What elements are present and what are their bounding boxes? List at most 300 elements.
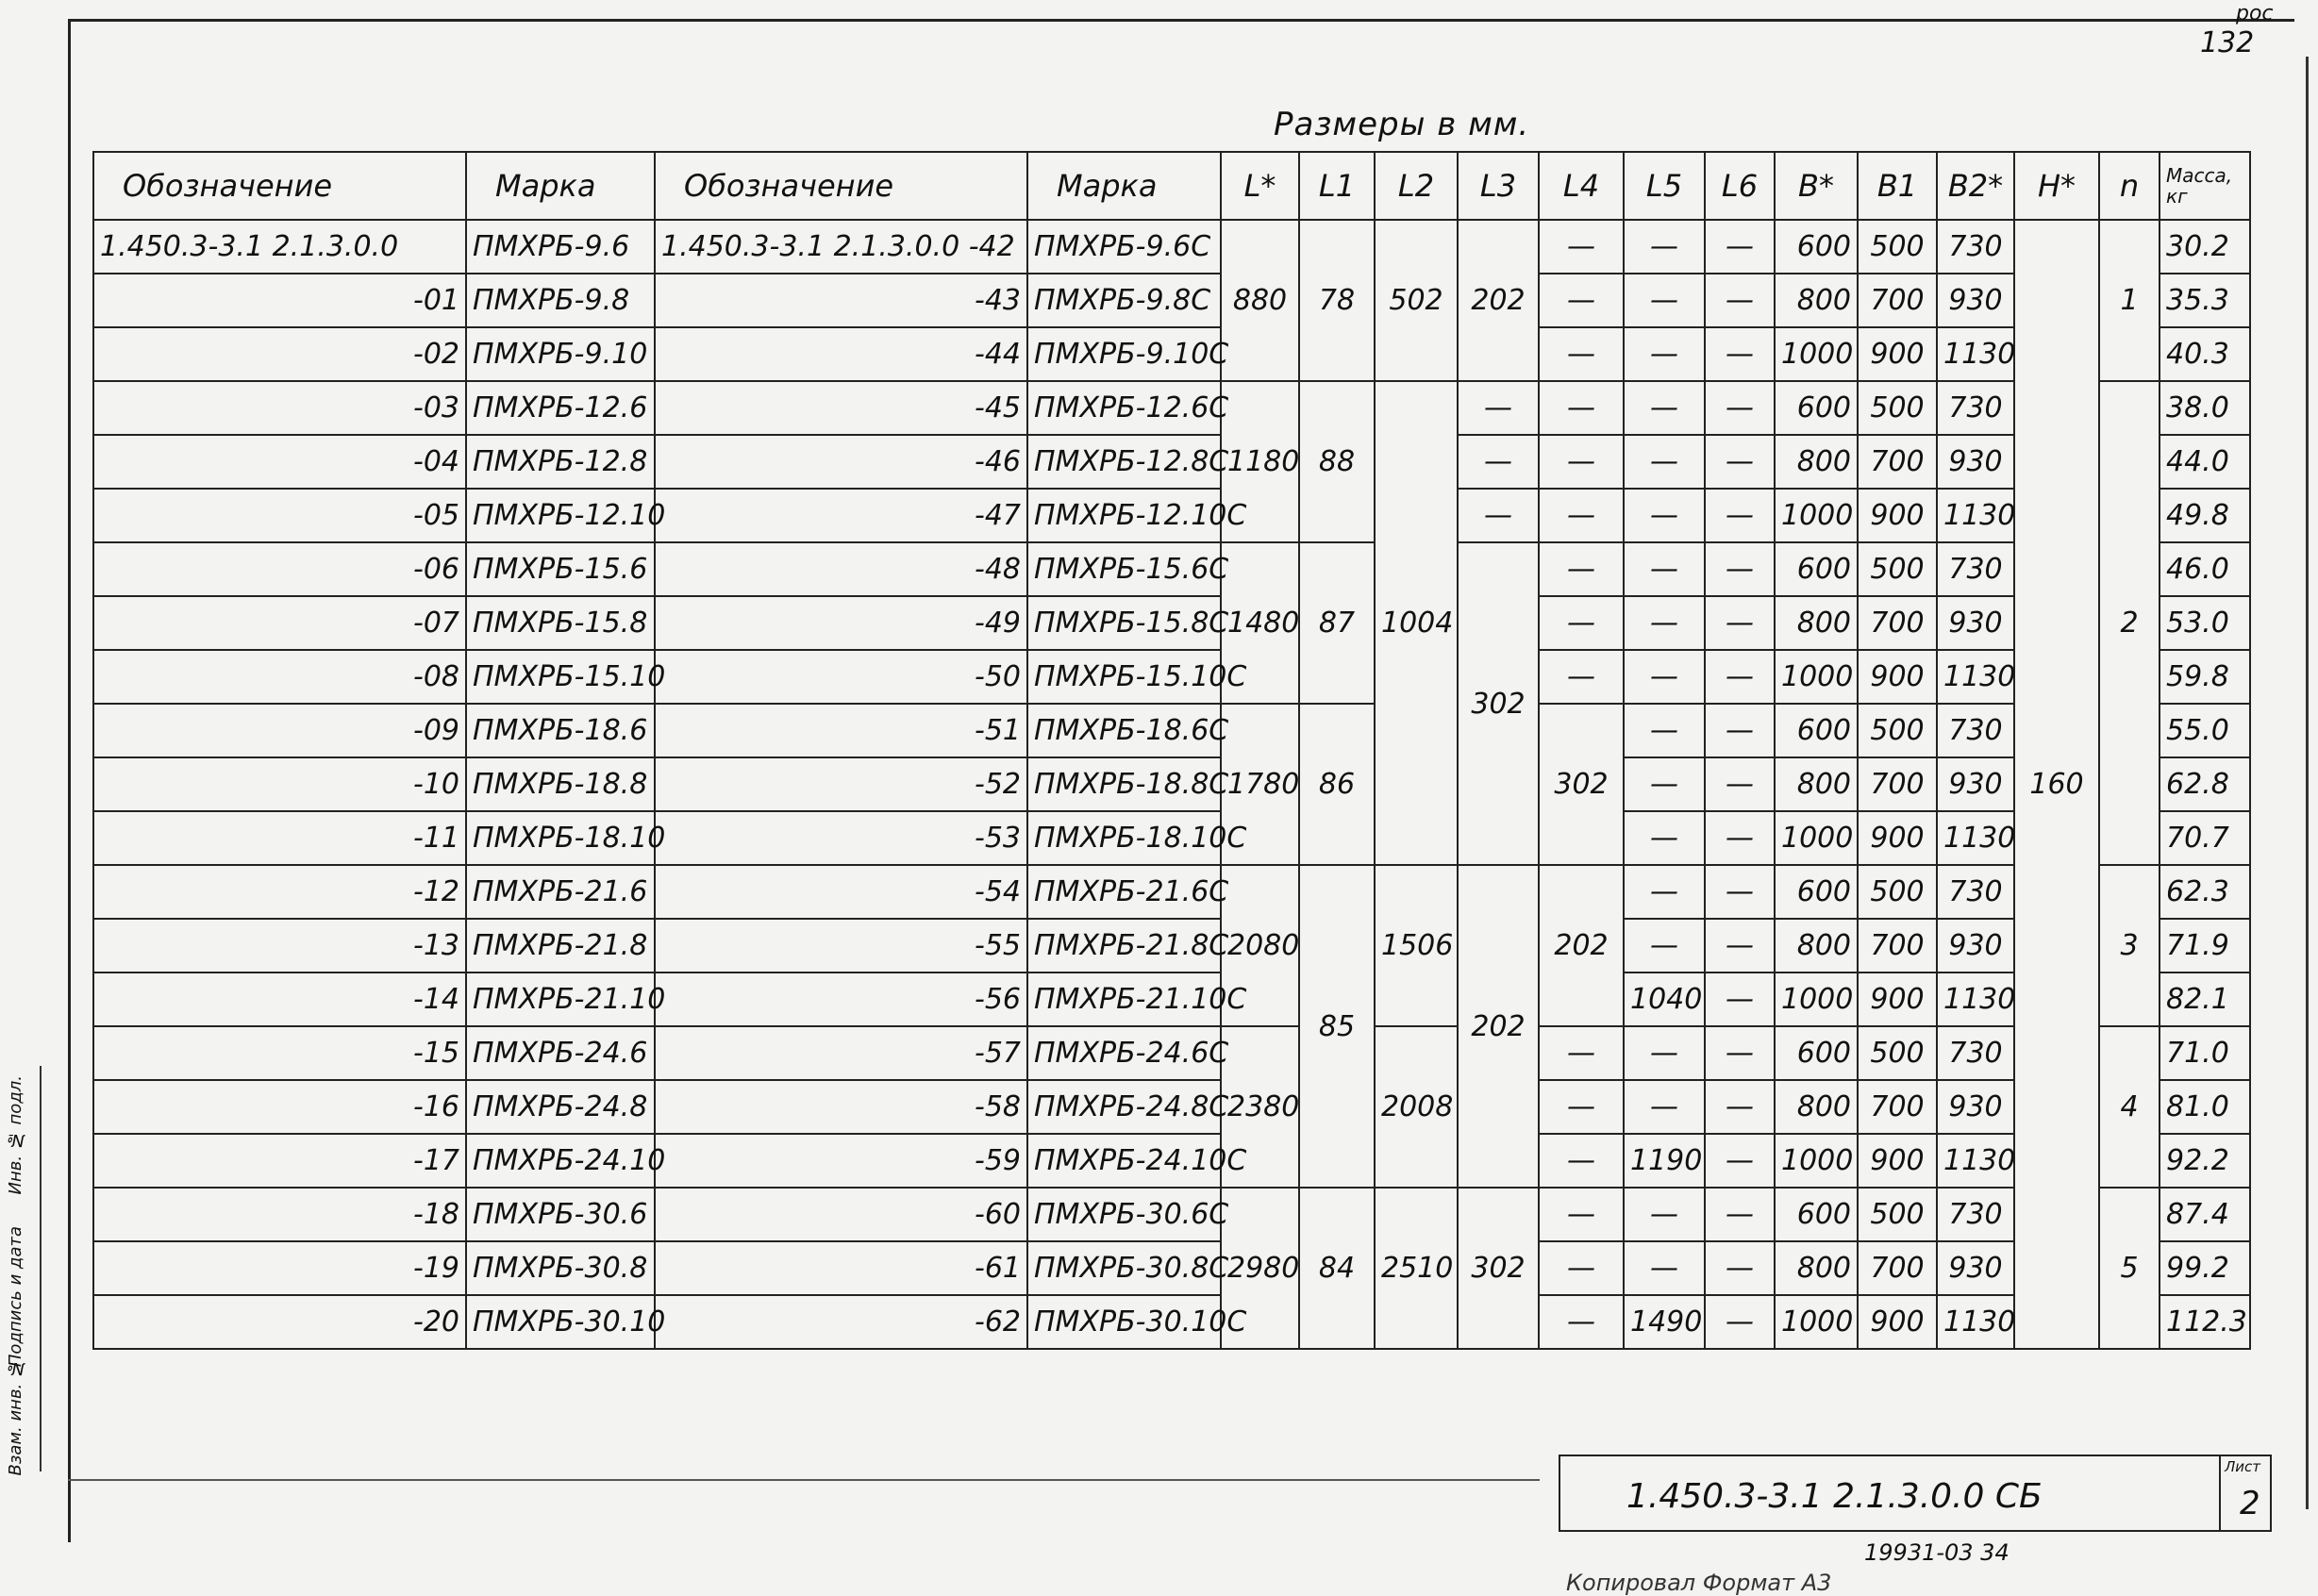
cell-mass: 81.0 xyxy=(2160,1080,2250,1134)
cell-l4: — xyxy=(1539,1134,1624,1188)
col-header-L5: L5 xyxy=(1624,152,1705,220)
cell-l5: — xyxy=(1624,704,1705,757)
cell-b: 600 xyxy=(1775,542,1858,596)
cell-mark-2: ПМХРБ-21.6С xyxy=(1027,865,1221,919)
cell-designation-2: -45 xyxy=(655,381,1027,435)
cell-mark-1: ПМХРБ-21.6 xyxy=(466,865,655,919)
cell-b: 600 xyxy=(1775,704,1858,757)
cell-mass: 44.0 xyxy=(2160,435,2250,489)
stamp-label-inventory: Инв. № подл. xyxy=(6,1075,25,1195)
table-row xyxy=(93,650,2250,704)
cell-mark-1: ПМХРБ-12.8 xyxy=(466,435,655,489)
cell-l6: — xyxy=(1705,757,1775,811)
cell-designation-1: -12 xyxy=(93,865,466,919)
cell-l3-merged: 302 xyxy=(1458,542,1539,865)
cell-b2: 1130 xyxy=(1937,489,2014,542)
footer-note: Копировал Формат А3 xyxy=(1566,1570,1832,1596)
cell-b2: 930 xyxy=(1937,757,2014,811)
cell-mass: 92.2 xyxy=(2160,1134,2250,1188)
cell-designation-1: -14 xyxy=(93,973,466,1026)
cell-l5: — xyxy=(1624,811,1705,865)
cell-mark-2: ПМХРБ-12.6С xyxy=(1027,381,1221,435)
cell-b1: 500 xyxy=(1858,220,1937,274)
col-header-L: L* xyxy=(1221,152,1299,220)
cell-l5: — xyxy=(1624,865,1705,919)
cell-n-merged: 5 xyxy=(2099,1188,2160,1349)
cell-b: 1000 xyxy=(1775,327,1858,381)
cell-l6: — xyxy=(1705,865,1775,919)
cell-mass: 82.1 xyxy=(2160,973,2250,1026)
cell-b2: 730 xyxy=(1937,220,2014,274)
cell-b2: 930 xyxy=(1937,274,2014,327)
cell-designation-2: -48 xyxy=(655,542,1027,596)
cell-designation-1: -15 xyxy=(93,1026,466,1080)
col-header-mark-1: Марка xyxy=(466,152,655,220)
cell-b: 1000 xyxy=(1775,811,1858,865)
cell-designation-1: -08 xyxy=(93,650,466,704)
cell-designation-2: -59 xyxy=(655,1134,1027,1188)
cell-b: 800 xyxy=(1775,596,1858,650)
table-row xyxy=(93,596,2250,650)
cell-l6: — xyxy=(1705,650,1775,704)
cell-designation-1: -19 xyxy=(93,1241,466,1295)
cell-l4: — xyxy=(1539,1241,1624,1295)
cell-b1: 700 xyxy=(1858,274,1937,327)
cell-b: 800 xyxy=(1775,1241,1858,1295)
cell-mark-2: ПМХРБ-12.10С xyxy=(1027,489,1221,542)
cell-l6: — xyxy=(1705,1295,1775,1349)
cell-designation-1: 1.450.3-3.1 2.1.3.0.0 xyxy=(93,220,466,274)
title-block xyxy=(1559,1455,2228,1532)
cell-designation-1: -05 xyxy=(93,489,466,542)
cell-l4: — xyxy=(1539,1295,1624,1349)
cell-l6: — xyxy=(1705,973,1775,1026)
cell-b: 600 xyxy=(1775,1188,1858,1241)
cell-b1: 900 xyxy=(1858,811,1937,865)
cell-mark-2: ПМХРБ-18.6С xyxy=(1027,704,1221,757)
cell-mark-1: ПМХРБ-9.8 xyxy=(466,274,655,327)
cell-l2-merged: 1506 xyxy=(1375,865,1458,1026)
cell-h-merged: 160 xyxy=(2014,220,2099,1349)
cell-mass: 40.3 xyxy=(2160,327,2250,381)
col-header-L3: L3 xyxy=(1458,152,1539,220)
cell-mark-1: ПМХРБ-12.10 xyxy=(466,489,655,542)
cell-b: 600 xyxy=(1775,381,1858,435)
cell-l3: — xyxy=(1458,435,1539,489)
cell-l6: — xyxy=(1705,704,1775,757)
col-header-B: B* xyxy=(1775,152,1858,220)
cell-mark-2: ПМХРБ-24.8С xyxy=(1027,1080,1221,1134)
cell-l1-merged: 88 xyxy=(1299,381,1375,542)
cell-b1: 700 xyxy=(1858,596,1937,650)
cell-l1-merged: 86 xyxy=(1299,704,1375,865)
cell-n-merged: 3 xyxy=(2099,865,2160,1026)
col-header-L4: L4 xyxy=(1539,152,1624,220)
cell-l3-merged: 202 xyxy=(1458,865,1539,1188)
cell-l3: — xyxy=(1458,381,1539,435)
cell-designation-2: -56 xyxy=(655,973,1027,1026)
cell-mass: 70.7 xyxy=(2160,811,2250,865)
cell-l6: — xyxy=(1705,1134,1775,1188)
cell-b2: 730 xyxy=(1937,1026,2014,1080)
cell-mark-2: ПМХРБ-9.6С xyxy=(1027,220,1221,274)
table-row xyxy=(93,1295,2250,1349)
cell-mark-1: ПМХРБ-15.10 xyxy=(466,650,655,704)
table-row xyxy=(93,489,2250,542)
cell-mark-1: ПМХРБ-18.6 xyxy=(466,704,655,757)
cell-b1: 500 xyxy=(1858,865,1937,919)
cell-b: 800 xyxy=(1775,1080,1858,1134)
table-row xyxy=(93,704,2250,757)
cell-b2: 730 xyxy=(1937,1188,2014,1241)
cell-mark-1: ПМХРБ-21.8 xyxy=(466,919,655,973)
cell-n-merged: 1 xyxy=(2099,220,2160,381)
cell-l5: — xyxy=(1624,757,1705,811)
stamp-label-replacement: Взам. инв. № xyxy=(6,1358,25,1476)
cell-designation-2: -57 xyxy=(655,1026,1027,1080)
cell-mark-1: ПМХРБ-21.10 xyxy=(466,973,655,1026)
cell-mark-2: ПМХРБ-21.8С xyxy=(1027,919,1221,973)
cell-l5: — xyxy=(1624,435,1705,489)
cell-b2: 730 xyxy=(1937,865,2014,919)
cell-b2: 730 xyxy=(1937,542,2014,596)
cell-b: 1000 xyxy=(1775,1295,1858,1349)
cell-mark-2: ПМХРБ-9.10С xyxy=(1027,327,1221,381)
cell-l4-merged: 202 xyxy=(1539,865,1624,1026)
cell-l-merged: 2080 xyxy=(1221,865,1299,1026)
cell-b1: 900 xyxy=(1858,650,1937,704)
cell-l1-merged: 78 xyxy=(1299,220,1375,381)
cell-l6: — xyxy=(1705,220,1775,274)
cell-designation-1: -18 xyxy=(93,1188,466,1241)
cell-l2-merged: 1004 xyxy=(1375,381,1458,865)
cell-l1-merged: 87 xyxy=(1299,542,1375,704)
cell-l4: — xyxy=(1539,1188,1624,1241)
cell-mass: 87.4 xyxy=(2160,1188,2250,1241)
cell-designation-2: -50 xyxy=(655,650,1027,704)
cell-l4: — xyxy=(1539,220,1624,274)
inventory-number: 19931-03 34 xyxy=(1864,1539,2009,1566)
cell-designation-1: -16 xyxy=(93,1080,466,1134)
cell-mark-2: ПМХРБ-18.8С xyxy=(1027,757,1221,811)
right-border-line xyxy=(2306,57,2309,1509)
cell-designation-1: -20 xyxy=(93,1295,466,1349)
col-header-designation-1: Обозначение xyxy=(93,152,466,220)
cell-designation-1: -07 xyxy=(93,596,466,650)
cell-mark-2: ПМХРБ-21.10С xyxy=(1027,973,1221,1026)
cell-b1: 500 xyxy=(1858,1026,1937,1080)
cell-b: 800 xyxy=(1775,274,1858,327)
cell-l3-merged: 302 xyxy=(1458,1188,1539,1349)
cell-mark-2: ПМХРБ-24.6С xyxy=(1027,1026,1221,1080)
cell-designation-1: -01 xyxy=(93,274,466,327)
cell-designation-2: -46 xyxy=(655,435,1027,489)
cell-mark-1: ПМХРБ-24.6 xyxy=(466,1026,655,1080)
cell-l5: — xyxy=(1624,1241,1705,1295)
cell-l5: — xyxy=(1624,542,1705,596)
cell-b: 600 xyxy=(1775,865,1858,919)
cell-b: 1000 xyxy=(1775,489,1858,542)
cell-b: 1000 xyxy=(1775,973,1858,1026)
cell-b: 800 xyxy=(1775,435,1858,489)
cell-b1: 500 xyxy=(1858,1188,1937,1241)
table-row xyxy=(93,1241,2250,1295)
cell-l6: — xyxy=(1705,1188,1775,1241)
cell-designation-1: -09 xyxy=(93,704,466,757)
col-header-L1: L1 xyxy=(1299,152,1375,220)
cell-designation-2: -43 xyxy=(655,274,1027,327)
cell-b2: 930 xyxy=(1937,1080,2014,1134)
cell-l4: — xyxy=(1539,381,1624,435)
cell-l2-merged: 2510 xyxy=(1375,1188,1458,1349)
cell-b2: 930 xyxy=(1937,1241,2014,1295)
cell-mark-1: ПМХРБ-30.6 xyxy=(466,1188,655,1241)
cell-n-merged: 2 xyxy=(2099,381,2160,865)
cell-mark-1: ПМХРБ-24.10 xyxy=(466,1134,655,1188)
cell-b: 600 xyxy=(1775,220,1858,274)
cell-l4: — xyxy=(1539,542,1624,596)
cell-l5: 1190 xyxy=(1624,1134,1705,1188)
cell-designation-2: -55 xyxy=(655,919,1027,973)
table-row xyxy=(93,381,2250,435)
cell-designation-2: -53 xyxy=(655,811,1027,865)
cell-mark-2: ПМХРБ-12.8С xyxy=(1027,435,1221,489)
cell-l6: — xyxy=(1705,1026,1775,1080)
cell-designation-2: -58 xyxy=(655,1080,1027,1134)
col-header-mark-2: Марка xyxy=(1027,152,1221,220)
cell-l4: — xyxy=(1539,489,1624,542)
cell-l5: 1490 xyxy=(1624,1295,1705,1349)
cell-mark-2: ПМХРБ-9.8С xyxy=(1027,274,1221,327)
cell-designation-2: -49 xyxy=(655,596,1027,650)
col-header-B1: B1 xyxy=(1858,152,1937,220)
col-header-B2: B2* xyxy=(1937,152,2014,220)
cell-mass: 71.0 xyxy=(2160,1026,2250,1080)
cell-l3: — xyxy=(1458,489,1539,542)
cell-l4: — xyxy=(1539,1026,1624,1080)
cell-mark-1: ПМХРБ-15.8 xyxy=(466,596,655,650)
cell-b2: 1130 xyxy=(1937,811,2014,865)
cell-designation-2: -44 xyxy=(655,327,1027,381)
cell-b2: 1130 xyxy=(1937,327,2014,381)
cell-l6: — xyxy=(1705,811,1775,865)
table-row xyxy=(93,542,2250,596)
table-row xyxy=(93,435,2250,489)
cell-l-merged: 1780 xyxy=(1221,704,1299,865)
table-row xyxy=(93,1188,2250,1241)
table-caption: Размеры в мм. xyxy=(1274,106,1530,143)
cell-l-merged: 880 xyxy=(1221,220,1299,381)
cell-b1: 700 xyxy=(1858,757,1937,811)
cell-mark-1: ПМХРБ-18.8 xyxy=(466,757,655,811)
cell-b1: 900 xyxy=(1858,973,1937,1026)
cell-l5: — xyxy=(1624,1026,1705,1080)
cell-b1: 700 xyxy=(1858,1241,1937,1295)
cell-mark-2: ПМХРБ-15.6С xyxy=(1027,542,1221,596)
table-row xyxy=(93,1134,2250,1188)
page-number: 132 xyxy=(2200,26,2255,59)
cell-l5: — xyxy=(1624,220,1705,274)
table-row xyxy=(93,327,2250,381)
cell-l5: — xyxy=(1624,919,1705,973)
cell-l-merged: 1180 xyxy=(1221,381,1299,542)
table-row xyxy=(93,811,2250,865)
table-row xyxy=(93,757,2250,811)
cell-mark-1: ПМХРБ-24.8 xyxy=(466,1080,655,1134)
cell-l5: — xyxy=(1624,381,1705,435)
cell-b2: 1130 xyxy=(1937,973,2014,1026)
cell-l-merged: 1480 xyxy=(1221,542,1299,704)
cell-l4: — xyxy=(1539,596,1624,650)
cell-l2-merged: 502 xyxy=(1375,220,1458,381)
cell-l6: — xyxy=(1705,274,1775,327)
cell-mark-1: ПМХРБ-9.6 xyxy=(466,220,655,274)
cell-mass: 112.3 xyxy=(2160,1295,2250,1349)
bottom-rule xyxy=(68,1479,1540,1481)
cell-b1: 900 xyxy=(1858,327,1937,381)
cell-mass: 99.2 xyxy=(2160,1241,2250,1295)
cell-mark-1: ПМХРБ-30.8 xyxy=(466,1241,655,1295)
table-row xyxy=(93,973,2250,1026)
cell-designation-1: -17 xyxy=(93,1134,466,1188)
col-header-L2: L2 xyxy=(1375,152,1458,220)
cell-l5: 1040 xyxy=(1624,973,1705,1026)
cell-l6: — xyxy=(1705,596,1775,650)
cell-mass: 55.0 xyxy=(2160,704,2250,757)
cell-mass: 59.8 xyxy=(2160,650,2250,704)
col-header-n: n xyxy=(2099,152,2160,220)
cell-mass: 62.8 xyxy=(2160,757,2250,811)
cell-l6: — xyxy=(1705,1241,1775,1295)
cell-designation-1: -03 xyxy=(93,381,466,435)
cell-designation-2: -60 xyxy=(655,1188,1027,1241)
cell-designation-2: 1.450.3-3.1 2.1.3.0.0 -42 xyxy=(655,220,1027,274)
cell-designation-1: -13 xyxy=(93,919,466,973)
cell-mark-2: ПМХРБ-24.10С xyxy=(1027,1134,1221,1188)
table-row xyxy=(93,1026,2250,1080)
cell-mark-1: ПМХРБ-15.6 xyxy=(466,542,655,596)
cell-l4: — xyxy=(1539,650,1624,704)
cell-mark-2: ПМХРБ-15.8С xyxy=(1027,596,1221,650)
cell-l6: — xyxy=(1705,1080,1775,1134)
stamp-label-signature: Подпись и дата xyxy=(6,1226,25,1368)
sheet-label: Лист xyxy=(2225,1458,2261,1475)
table-row xyxy=(93,865,2250,919)
document-code: 1.450.3-3.1 2.1.3.0.0 СБ xyxy=(1626,1477,2043,1516)
cell-b1: 900 xyxy=(1858,1134,1937,1188)
cell-l5: — xyxy=(1624,489,1705,542)
cell-l5: — xyxy=(1624,650,1705,704)
cell-mass: 38.0 xyxy=(2160,381,2250,435)
table-row xyxy=(93,274,2250,327)
cell-l6: — xyxy=(1705,919,1775,973)
cell-l4: — xyxy=(1539,274,1624,327)
cell-b2: 930 xyxy=(1937,435,2014,489)
table-header-row xyxy=(93,152,2250,220)
cell-l4: — xyxy=(1539,435,1624,489)
cell-l6: — xyxy=(1705,542,1775,596)
cell-b2: 1130 xyxy=(1937,1134,2014,1188)
cell-b: 1000 xyxy=(1775,1134,1858,1188)
cell-mark-2: ПМХРБ-30.10С xyxy=(1027,1295,1221,1349)
cell-b1: 500 xyxy=(1858,542,1937,596)
cell-mark-1: ПМХРБ-30.10 xyxy=(466,1295,655,1349)
cell-mark-1: ПМХРБ-12.6 xyxy=(466,381,655,435)
cell-mark-2: ПМХРБ-15.10С xyxy=(1027,650,1221,704)
cell-designation-1: -11 xyxy=(93,811,466,865)
cell-designation-2: -62 xyxy=(655,1295,1027,1349)
cell-l5: — xyxy=(1624,274,1705,327)
cell-l5: — xyxy=(1624,1080,1705,1134)
cell-l1-merged: 84 xyxy=(1299,1188,1375,1349)
cell-l5: — xyxy=(1624,1188,1705,1241)
table-row xyxy=(93,220,2250,274)
cell-l3-merged: 202 xyxy=(1458,220,1539,381)
cell-b: 800 xyxy=(1775,919,1858,973)
sheet-box xyxy=(2219,1455,2272,1532)
cell-b2: 930 xyxy=(1937,596,2014,650)
cell-designation-2: -47 xyxy=(655,489,1027,542)
cell-l5: — xyxy=(1624,327,1705,381)
cell-l6: — xyxy=(1705,327,1775,381)
col-header-L6: L6 xyxy=(1705,152,1775,220)
cell-l6: — xyxy=(1705,381,1775,435)
cell-mass: 62.3 xyxy=(2160,865,2250,919)
cell-mass: 49.8 xyxy=(2160,489,2250,542)
cell-l4: — xyxy=(1539,1080,1624,1134)
cell-l4: — xyxy=(1539,327,1624,381)
cell-b1: 900 xyxy=(1858,489,1937,542)
cell-l1-merged: 85 xyxy=(1299,865,1375,1188)
cell-b2: 1130 xyxy=(1937,1295,2014,1349)
table-row xyxy=(93,1080,2250,1134)
cell-l6: — xyxy=(1705,435,1775,489)
dimensions-table xyxy=(92,151,2251,1350)
col-header-designation-2: Обозначение xyxy=(655,152,1027,220)
cell-b1: 700 xyxy=(1858,919,1937,973)
cell-b1: 500 xyxy=(1858,381,1937,435)
cell-designation-2: -51 xyxy=(655,704,1027,757)
cell-b: 800 xyxy=(1775,757,1858,811)
cell-designation-1: -04 xyxy=(93,435,466,489)
cell-n-merged: 4 xyxy=(2099,1026,2160,1188)
cell-l6: — xyxy=(1705,489,1775,542)
cell-b: 600 xyxy=(1775,1026,1858,1080)
cell-b2: 930 xyxy=(1937,919,2014,973)
cell-designation-1: -10 xyxy=(93,757,466,811)
cell-l-merged: 2380 xyxy=(1221,1026,1299,1188)
col-header-H: H* xyxy=(2014,152,2099,220)
col-header-mass: Масса, кг xyxy=(2160,152,2250,220)
cell-b2: 1130 xyxy=(1937,650,2014,704)
cell-b2: 730 xyxy=(1937,381,2014,435)
table-row xyxy=(93,919,2250,973)
cell-b1: 700 xyxy=(1858,1080,1937,1134)
cell-mark-2: ПМХРБ-30.8С xyxy=(1027,1241,1221,1295)
cell-designation-2: -61 xyxy=(655,1241,1027,1295)
cell-mass: 35.3 xyxy=(2160,274,2250,327)
cell-l2-merged: 2008 xyxy=(1375,1026,1458,1188)
cell-designation-1: -02 xyxy=(93,327,466,381)
cell-designation-1: -06 xyxy=(93,542,466,596)
cell-mass: 53.0 xyxy=(2160,596,2250,650)
cell-l4-merged: 302 xyxy=(1539,704,1624,865)
cell-b2: 730 xyxy=(1937,704,2014,757)
cell-l-merged: 2980 xyxy=(1221,1188,1299,1349)
cell-designation-2: -52 xyxy=(655,757,1027,811)
side-stamp xyxy=(0,1066,42,1476)
cell-l5: — xyxy=(1624,596,1705,650)
